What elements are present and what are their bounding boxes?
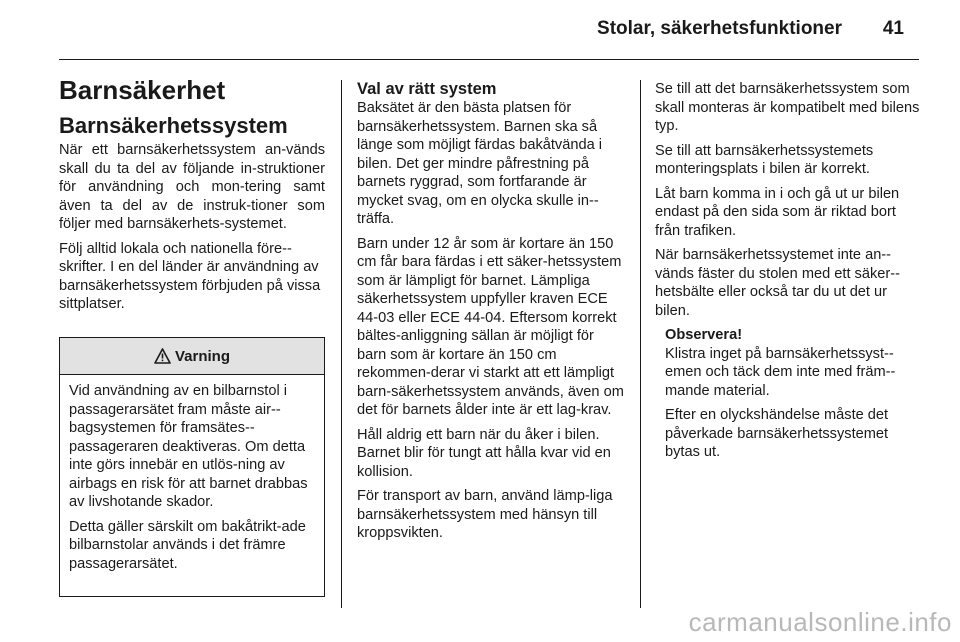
note-paragraph: Klistra inget på barnsäkerhetssyst-emen och täck dem inte med främ-mande material.: [665, 345, 896, 399]
note-block: [655, 326, 923, 462]
warning-title: Varning: [174, 347, 230, 365]
column-middle: [357, 80, 625, 549]
page-number: 41: [882, 18, 904, 39]
section-title: Barnsäkerhet: [59, 75, 226, 105]
body-paragraph: Baksätet är den bästa platsen för barnsäkerhetssystem. Barnen ska så länge som möjligt färdas bakåtvända i bilen. Det ger mindre påfrestning på barnets ryggrad, som fortfarande är mycket svag, om en olycka skulle in-träffa.: [357, 100, 602, 227]
body-paragraph: När ett barnsäkerhetssystem an-vänds skall du ta del av följande in-struktioner för användning och mon-tering samt även ta del av de instruk-tioner som följer med barnsäkerhets-systemet.: [59, 142, 325, 232]
warning-body: [60, 375, 324, 573]
block-title: Val av rätt system: [357, 80, 497, 98]
running-header-title: Stolar, säkerhetsfunktioner: [597, 18, 842, 39]
subsection-title: Barnsäkerhetssystem: [59, 113, 288, 138]
warning-box: [59, 337, 325, 597]
warning-triangle-icon: [154, 348, 171, 364]
watermark: carmanualsonline.info: [688, 607, 952, 637]
note-paragraph: Efter en olyckshändelse måste det påverkade barnsäkerhetssystemet bytas ut.: [665, 407, 889, 460]
header-divider: [59, 59, 919, 60]
body-paragraph: Låt barn komma in i och gå ut ur bilen endast på den sida som är riktad bort från trafiken.: [655, 185, 900, 239]
warning-header: [60, 338, 324, 375]
column-left: [59, 75, 325, 320]
body-paragraph: Se till att barnsäkerhetssystemets monteringsplats i bilen är korrekt.: [655, 142, 874, 177]
body-paragraph: Se till att det barnsäkerhetssystem som skall monteras är kompatibelt med bilens typ.: [655, 81, 920, 134]
body-paragraph: Barn under 12 år som är kortare än 150 cm får bara färdas i ett säker-hetssystem som är lämpligt för barnet. Lämpliga säkerhetssystem uppfyller kraven ECE 44-03 eller ECE 44-04. Eftersom korrekt bältes-anliggning sällan är möjligt för barn som är kortare än 150 cm rekommen-derar vi starkt att ett lämpligt barn-säkerhetssystem används, även om det för barnets ålder inte är ett lag-krav.: [357, 235, 624, 418]
column-divider: [640, 80, 641, 608]
body-paragraph: När barnsäkerhetssystemet inte an-vänds fäster du stolen med ett säker-hetsbälte eller också tar du ut det ur bilen.: [655, 247, 900, 319]
body-paragraph: Följ alltid lokala och nationella före-skrifter. I en del länder är användning av barnsäkerhetssystem förbjuden på vissa sittplatser.: [59, 240, 321, 312]
note-title: Observera!: [665, 327, 743, 343]
body-paragraph: För transport av barn, använd lämp-liga barnsäkerhetssystem med hänsyn till kroppsvikten.: [357, 488, 613, 541]
warning-paragraph: Detta gäller särskilt om bakåtrikt-ade bilbarnstolar används i det främre passagerarsätet.: [69, 518, 306, 572]
column-right: [655, 80, 923, 468]
warning-paragraph: Vid användning av en bilbarnstol i passagerarsätet fram måste air-bagsystemen för framsätes-passageraren deaktiveras. Om detta inte görs innebär en utlös-ning av airbags en risk för att barnet drabbas av livshotande skador.: [69, 383, 308, 510]
column-divider: [341, 80, 342, 608]
body-paragraph: Håll aldrig ett barn när du åker i bilen. Barnet blir för tungt att hålla kvar vid en kollision.: [357, 426, 611, 480]
